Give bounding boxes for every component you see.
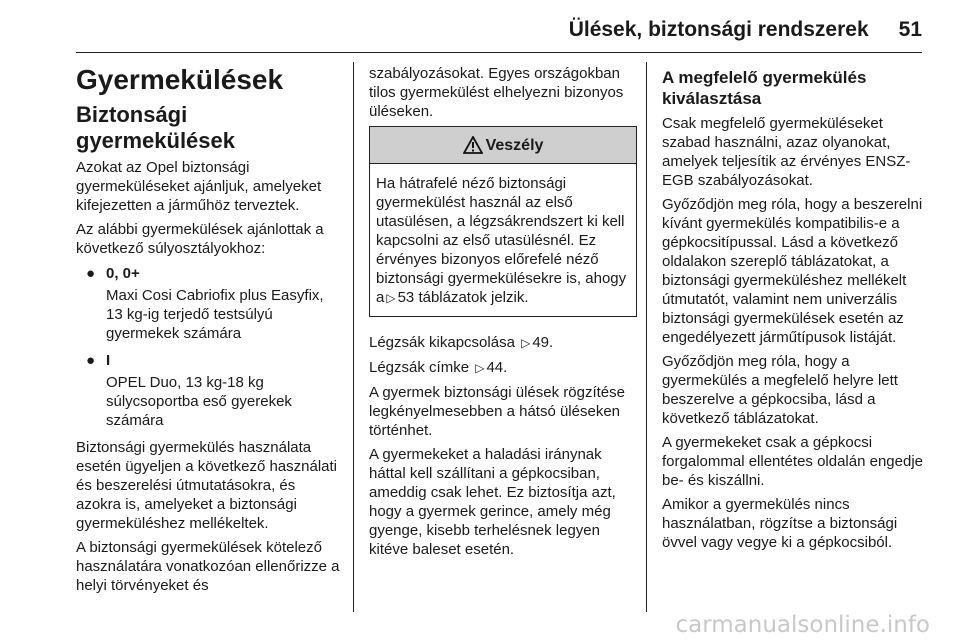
page-reference[interactable]: 53 xyxy=(397,289,415,306)
list-item-text: OPEL Duo, 13 kg-18 kg súlycsoportba eső gyerekek számára xyxy=(106,374,292,429)
cross-reference: Légzsák címke ▷ 44. xyxy=(369,359,508,376)
paragraph: Az alábbi gyermekülések ajánlottak a következő súlyosztályokhoz: xyxy=(76,221,324,257)
column-divider xyxy=(353,62,354,612)
danger-header xyxy=(370,127,636,164)
column-2 xyxy=(369,62,637,564)
danger-title: Veszély xyxy=(485,136,544,154)
paragraph: Csak megfelelő gyermeküléseket szabad használni, azaz olyanokat, amelyek teljesítik az érvényes ENSZ-EGB szabályozásokat. xyxy=(662,115,911,189)
paragraph: A biztonsági gyermekülések kötelező használatára vonatkozóan ellenőrizze a helyi törvényeket és xyxy=(76,539,340,594)
paragraph: Győződjön meg róla, hogy a gyermekülés a megfelelő helyre lett beszerelve a gépkocsiba, lásd a következő táblázatokat. xyxy=(662,353,898,427)
section-heading: Biztonsági gyermekülések xyxy=(76,102,235,153)
paragraph: A gyermek biztonsági ülések rögzítése legkényelmesebben a hátsó üléseken történhet. xyxy=(369,384,625,439)
paragraph: Amikor a gyermekülés nincs használatban, rögzítse a biztonsági övvel vagy vegye ki a gépkocsiból. xyxy=(662,496,898,551)
warning-triangle-icon xyxy=(463,136,483,154)
page-reference[interactable]: 49. xyxy=(532,334,554,351)
bullet-icon: ● xyxy=(86,265,96,282)
page-number: 51 xyxy=(898,18,922,41)
list-item-text: Maxi Cosi Cabriofix plus Easyfix, 13 kg-ig terjedő testsúlyú gyermekek számára xyxy=(106,287,324,342)
paragraph: Győződjön meg róla, hogy a beszerelni kívánt gyermekülés kompatibilis-e a gépkocsitípussal. Lásd a következő oldalakon szereplő táblázatokat, a biztonsági gyermeküléshez mellékelt útmutatót, valamint nem univerzális biztonsági gyermekülések esetén az engedélyezett járműtípusok listáját. xyxy=(662,196,923,346)
header-rule xyxy=(76,52,922,53)
list-item xyxy=(76,264,344,283)
list-item-title: I xyxy=(106,352,111,369)
watermark: carmanualsonline.info xyxy=(675,612,930,638)
paragraph: A gyermekeket a haladási iránynak háttal kell szállítani a gépkocsiban, ameddig csak lehet. Ez biztosítja azt, hogy a gyermek gerince, amely még gyenge, kisebb terhelésnek legyen kitéve baleset esetén. xyxy=(369,446,616,558)
section-heading: A megfelelő gyermekülés kiválasztása xyxy=(662,68,867,108)
bullet-icon: ● xyxy=(86,352,96,369)
cross-reference: Légzsák kikapcsolása ▷ 49. xyxy=(369,334,554,351)
list-item xyxy=(76,351,344,370)
page-reference[interactable]: 44. xyxy=(486,359,508,376)
chapter-heading: Gyermekülések xyxy=(76,64,284,95)
paragraph: Biztonsági gyermekülés használata esetén ügyeljen a következő használati és beszerelési útmutatásokra, és azokra is, amelyeket a biztonsági gyermeküléshez mellékeltek. xyxy=(76,439,338,532)
column-3 xyxy=(662,62,927,557)
danger-text: Ha hátrafelé néző biztonsági gyermekülést használ az első utasülésen, a légzsákrendszert ki kell kapcsolni az első utasülésnél. Ez érvényes bizonyos előrefelé néző biztonsági gyermekülésekre is, ahogy a ▷ 53 táblázatok jelzik. xyxy=(376,175,627,306)
page-header xyxy=(569,18,922,42)
paragraph: A gyermekeket csak a gépkocsi forgalommal ellentétes oldalán engedje be- és kiszállni. xyxy=(662,434,924,489)
list-item-title: 0, 0+ xyxy=(106,265,140,282)
danger-box xyxy=(369,126,637,317)
page-reference-arrow-icon: ▷ xyxy=(521,336,531,350)
paragraph: szabályozásokat. Egyes országokban tilos gyermekülést elhelyezni bizonyos üléseken. xyxy=(369,65,624,120)
page-reference-arrow-icon: ▷ xyxy=(386,291,396,305)
column-divider xyxy=(646,62,647,612)
column-1 xyxy=(76,62,344,600)
section-title: Ülések, biztonsági rendszerek xyxy=(568,18,869,41)
page-reference-arrow-icon: ▷ xyxy=(475,361,485,375)
paragraph: Azokat az Opel biztonsági gyermeküléseket ajánljuk, amelyeket kifejezetten a járműhöz terveztek. xyxy=(76,159,322,214)
